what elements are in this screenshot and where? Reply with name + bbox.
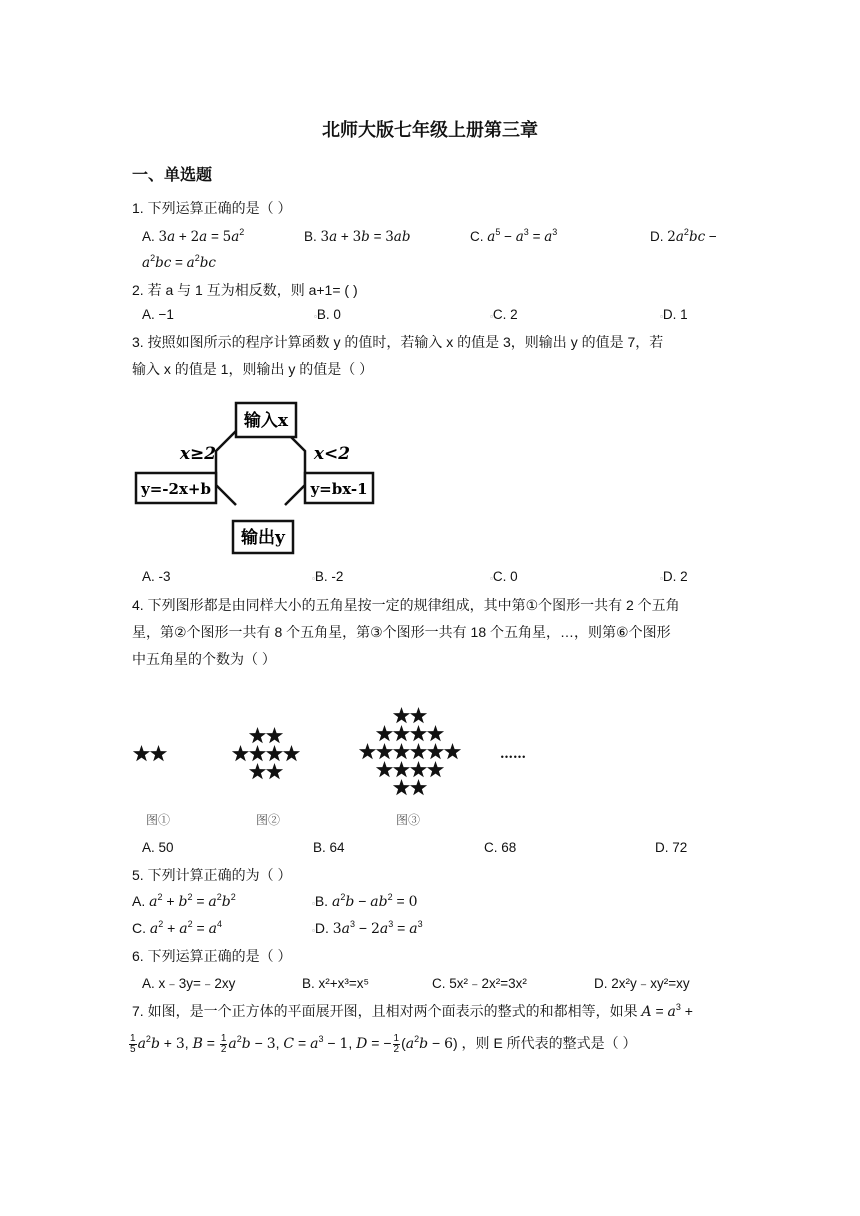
question-4-line-1: 4. 下列图形都是由同样大小的五角星按一定的规律组成，其中第①个图形一共有 2 个五角 — [132, 597, 680, 613]
question-4-option-d: D. 72 — [655, 840, 688, 855]
star-icon-fig3 — [410, 725, 427, 741]
star-icon-fig3 — [427, 743, 444, 759]
page-title: 北师大版七年级上册第三章 — [322, 120, 538, 140]
question-3-line-1: 3. 按照如图所示的程序计算函数 y 的值时，若输入 x 的值是 3，则输出 y 的值是 7，若 — [132, 334, 664, 350]
question-5-option-c: C. $a^2 + a^2 = a^4$ — [132, 919, 222, 937]
star-icon-fig3 — [410, 707, 427, 723]
star-icon-fig2 — [266, 727, 283, 743]
question-2-option-a: A. −1 — [142, 307, 174, 322]
star-icon-fig1 — [150, 745, 167, 761]
question-2-option-d: ▫D. 1 — [660, 307, 688, 322]
question-1-option-a: A. $3a + 2a = 5a^2$ — [142, 227, 245, 245]
star-icon-fig2 — [232, 745, 249, 761]
question-2-stem: 2. 若 a 与 1 互为相反数，则 a+1= ( ) — [132, 282, 358, 298]
star-icon-fig2 — [266, 763, 283, 779]
star-icon-fig2 — [283, 745, 300, 761]
question-3-line-2: 输入 x 的值是 1，则输出 y 的值是（ ） — [132, 361, 374, 377]
question-1-option-c: C. $a^5 - a^3 = a^3$ — [470, 227, 558, 245]
question-1-option-b: B. 3a + 3b = 3ab — [304, 229, 411, 245]
question-3-option-c: ▫C. 0 — [490, 569, 518, 584]
question-6-option-a: A. x﹣3y=﹣2xy — [142, 976, 236, 991]
question-1-option-d: D. $2a^2bc$ − — [650, 227, 717, 245]
q3-c-label: C. 0 — [492, 569, 518, 584]
question-7-line-1: 7. 如图，是一个正方体的平面展开图，且相对两个面表示的整式的和都相等，如果 $A = a^3$ + — [132, 1002, 693, 1020]
q2-d-label: D. 1 — [662, 307, 688, 322]
flow-right-formula: y=bx-1 — [310, 480, 368, 498]
q3-b-label: B. -2 — [314, 569, 344, 584]
star-icon-fig2 — [266, 745, 283, 761]
star-icon-fig3 — [444, 743, 461, 759]
star-icon-fig3 — [393, 779, 410, 795]
question-1-option-d-cont: $a^2bc = a^2bc$ — [142, 253, 216, 271]
question-4-option-b: B. 64 — [313, 840, 345, 855]
star-icon-fig3 — [410, 743, 427, 759]
question-3-option-d: ▫D. 2 — [660, 569, 688, 584]
section-heading: 一、单选题 — [132, 167, 213, 184]
question-5-option-d: ▫D. $3a^3 - 2a^3 = a^3$ — [312, 919, 423, 937]
question-6-option-c: C. 5x²﹣2x²=3x² — [432, 976, 527, 991]
star-icon-fig1 — [133, 745, 150, 761]
star-icon-fig3 — [376, 761, 393, 777]
q3-d-label: D. 2 — [662, 569, 688, 584]
star-icon-fig2 — [249, 727, 266, 743]
figure-label-3: 图③ — [396, 813, 421, 827]
star-icon-fig3 — [359, 743, 376, 759]
pattern-ellipsis: …… — [500, 747, 526, 762]
question-6-option-b: B. x²+x³=x⁵ — [302, 976, 370, 991]
star-icon-fig2 — [249, 745, 266, 761]
question-5-option-b: ▫B. $a^2b - ab^2 = 0$ — [312, 892, 418, 910]
star-icon-fig3 — [410, 779, 427, 795]
q2-c-label: C. 2 — [492, 307, 518, 322]
question-3-option-a: A. -3 — [142, 569, 171, 584]
program-flowchart — [130, 395, 380, 560]
question-6-option-d: D. 2x²y﹣xy²=xy — [594, 976, 690, 991]
figure-label-1: 图① — [146, 813, 171, 827]
question-5-option-a: A. $a^2 + b^2 = a^2b^2$ — [132, 892, 236, 910]
question-4-line-2: 星，第②个图形一共有 8 个五角星，第③个图形一共有 18 个五角星，…，则第⑥个图形 — [132, 624, 671, 640]
question-4-option-a: A. 50 — [142, 840, 174, 855]
star-icon-fig3 — [427, 761, 444, 777]
question-3-option-b: ▫B. -2 — [312, 569, 344, 584]
star-pattern-figure — [128, 700, 548, 830]
question-6-stem: 6. 下列运算正确的是（ ） — [132, 948, 292, 964]
star-icon-fig3 — [393, 707, 410, 723]
question-2-option-b: ▫B. 0 — [314, 307, 341, 322]
star-icon-fig3 — [427, 725, 444, 741]
star-icon-fig3 — [393, 743, 410, 759]
flow-input-label: 输入x — [243, 411, 289, 431]
star-icon-fig3 — [393, 725, 410, 741]
star-icon-fig3 — [376, 743, 393, 759]
figure-label-2: 图② — [256, 813, 281, 827]
star-icon-fig3 — [393, 761, 410, 777]
q2-b-label: B. 0 — [316, 307, 341, 322]
flow-left-formula: y=-2x+b — [141, 480, 211, 498]
flow-output-label: 输出y — [241, 528, 285, 548]
question-4-option-c: C. 68 — [484, 840, 517, 855]
question-2-option-c: ▫C. 2 — [490, 307, 518, 322]
question-5-stem: 5. 下列计算正确的为（ ） — [132, 867, 292, 883]
flow-right-condition: x<2 — [313, 444, 351, 464]
question-7-line-2: $\frac{1}{5}$ $a^2b + 3$, B = $\frac{1}{2}$ $a^2b - 3$, $C = a^3 - 1$, D = − $\frac{1}{2}$ $(a^2b - 6)$ ，则 E 所代表的整式是（ ） — [130, 1033, 637, 1055]
question-4-line-3: 中五角星的个数为（ ） — [132, 651, 276, 667]
question-1-stem: 1. 下列运算正确的是（ ） — [132, 200, 292, 216]
star-icon-fig3 — [376, 725, 393, 741]
star-icon-fig3 — [410, 761, 427, 777]
flow-left-condition: x≥2 — [179, 444, 217, 464]
star-icon-fig2 — [249, 763, 266, 779]
